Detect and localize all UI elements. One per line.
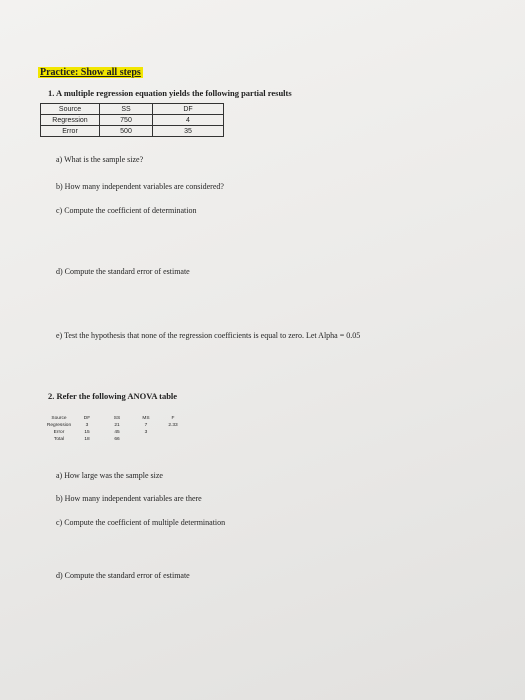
question-2-title: 2. Refer the following ANOVA table bbox=[48, 391, 178, 401]
table-row bbox=[41, 126, 224, 137]
table-cell: 21 bbox=[114, 423, 120, 428]
table-cell: 66 bbox=[114, 437, 120, 442]
table-header-cell: DF bbox=[153, 104, 224, 115]
table-cell: Total bbox=[53, 437, 65, 442]
table-cell bbox=[160, 429, 186, 436]
question-1-part-d: d) Compute the standard error of estimate bbox=[56, 267, 190, 276]
table-cell: 7 bbox=[144, 423, 148, 428]
table-cell: 4 bbox=[153, 115, 224, 126]
table-cell: 3 bbox=[85, 423, 89, 428]
question-1-part-a: a) What is the sample size? bbox=[56, 155, 144, 164]
table-header-cell: F bbox=[171, 416, 175, 421]
table-row bbox=[46, 436, 186, 443]
table-header-cell: Source bbox=[51, 416, 67, 421]
question-2-part-b: b) How many independent variables are there bbox=[56, 494, 202, 503]
table-header-cell: Source bbox=[41, 104, 100, 115]
table-row bbox=[46, 422, 186, 429]
table-header-cell: DF bbox=[83, 416, 91, 421]
question-1-part-e: e) Test the hypothesis that none of the regression coefficients is equal to zero. Let Alpha = 0.05 bbox=[56, 331, 361, 340]
table-row bbox=[41, 115, 224, 126]
table-cell: 18 bbox=[84, 437, 90, 442]
table-cell: 2.33 bbox=[168, 423, 178, 428]
table-cell: 500 bbox=[100, 126, 153, 137]
table-header-cell: SS bbox=[113, 416, 121, 421]
table-cell bbox=[132, 436, 160, 443]
table-cell: 45 bbox=[114, 430, 120, 435]
table-cell: Regression bbox=[41, 115, 100, 126]
table-header-cell: MS bbox=[142, 416, 150, 421]
table-header-cell: SS bbox=[100, 104, 153, 115]
table-header-row bbox=[46, 415, 186, 422]
table-cell: 35 bbox=[153, 126, 224, 137]
table-header-row bbox=[41, 104, 224, 115]
table-cell: Regression bbox=[46, 423, 72, 428]
table-cell: 3 bbox=[144, 430, 148, 435]
question-2-anova-table bbox=[46, 415, 186, 443]
page-heading: Practice: Show all steps bbox=[40, 67, 141, 78]
table-cell: 750 bbox=[100, 115, 153, 126]
question-1-title: 1. A multiple regression equation yields the following partial results bbox=[48, 88, 292, 98]
table-cell: Error bbox=[53, 430, 65, 435]
question-2-part-c: c) Compute the coefficient of multiple determination bbox=[56, 518, 226, 527]
question-2-part-d: d) Compute the standard error of estimate bbox=[56, 571, 190, 580]
table-cell bbox=[160, 436, 186, 443]
table-cell: 15 bbox=[84, 430, 90, 435]
question-2-part-a: a) How large was the sample size bbox=[56, 471, 163, 480]
table-row bbox=[46, 429, 186, 436]
table-cell: Error bbox=[41, 126, 100, 137]
question-1-part-b: b) How many independent variables are considered? bbox=[56, 182, 224, 191]
question-1-table bbox=[40, 103, 224, 137]
question-1-part-c: c) Compute the coefficient of determination bbox=[56, 206, 197, 215]
